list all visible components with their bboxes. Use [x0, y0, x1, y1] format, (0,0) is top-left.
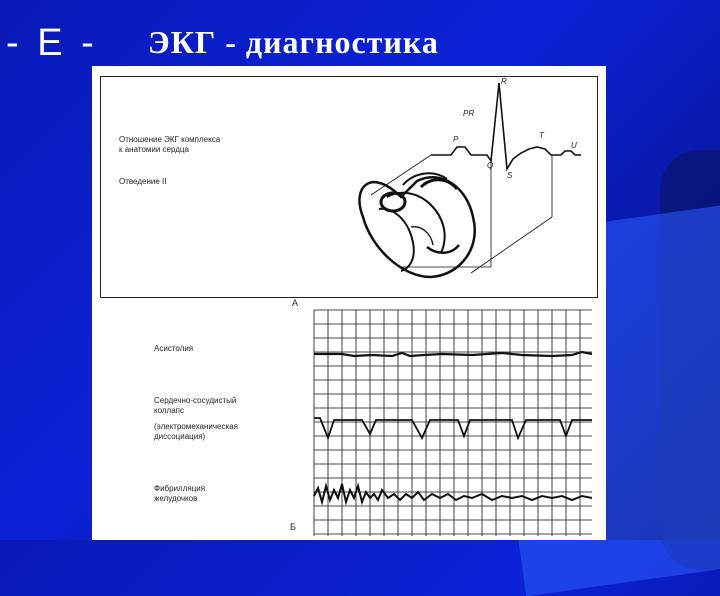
emd-label-line4: диссоциация)	[154, 432, 206, 441]
anatomy-caption-line1: Отношение ЭКГ комплекса	[119, 135, 221, 144]
ecg-grid	[314, 310, 592, 536]
emd-label-line1: Сердечно-сосудистый	[154, 396, 237, 405]
wave-label-q: Q	[487, 161, 494, 170]
asystole-label: Асистолия	[154, 344, 194, 353]
panel-b-label: Б	[290, 522, 296, 532]
vf-label-line1: Фибрилляция	[154, 484, 206, 493]
wave-label-r: R	[501, 77, 507, 86]
wave-label-s: S	[507, 171, 513, 180]
wave-label-u: U	[571, 141, 577, 150]
ecg-figure	[92, 66, 606, 540]
wave-label-p: P	[453, 135, 459, 144]
wave-label-pr: PR	[463, 109, 475, 118]
emd-label-line2: коллапс	[154, 406, 184, 415]
emd-label-line3: (электромеханическая	[154, 422, 238, 431]
wave-label-t: T	[539, 131, 544, 140]
slide-marker: - Е -	[6, 22, 98, 64]
ecg-grid-strips	[92, 66, 606, 540]
vf-label-line2: желудочков	[154, 494, 198, 503]
panel-a-label: A	[292, 298, 299, 308]
anatomy-caption-line2: к анатомии сердца	[119, 145, 189, 154]
slide-title-bar	[0, 10, 720, 64]
slide-heading: ЭКГ - диагностика	[148, 24, 439, 60]
lead-label: Отведение II	[119, 177, 167, 186]
